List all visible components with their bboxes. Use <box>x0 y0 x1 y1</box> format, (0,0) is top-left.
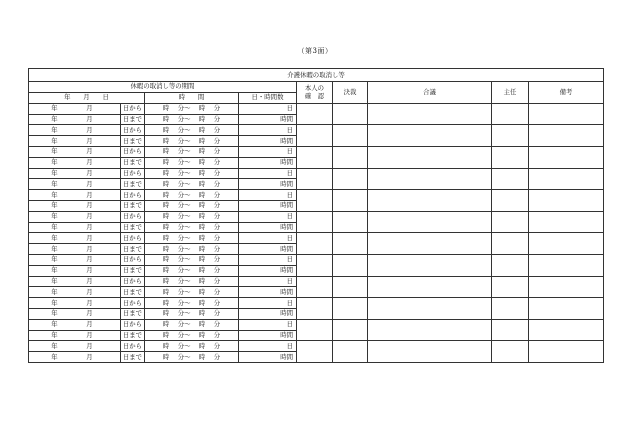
entry-row-from <box>29 211 604 222</box>
entry-row-from <box>29 341 604 352</box>
chief-cell[interactable] <box>492 276 529 298</box>
time-range-cell[interactable]: 時 分～ 時 分 <box>145 319 239 330</box>
time-range-cell[interactable]: 時 分～ 時 分 <box>145 200 239 211</box>
month-label: 月 <box>86 136 93 145</box>
year-label: 年 <box>51 190 58 199</box>
day-from-label: 日から <box>121 341 145 352</box>
year-label: 年 <box>51 330 58 339</box>
year-label: 年 <box>51 298 58 307</box>
days-count-cell[interactable]: 日 <box>239 103 297 114</box>
year-label: 年 <box>51 104 58 113</box>
remarks-cell[interactable] <box>529 233 604 255</box>
self-confirmation-cell[interactable] <box>297 319 333 341</box>
approval-cell[interactable] <box>333 319 368 341</box>
hours-count-cell[interactable]: 時間 <box>239 287 297 298</box>
self-confirmation-header <box>297 82 333 104</box>
day-to-label: 日まで <box>121 179 145 190</box>
days-count-cell[interactable]: 日 <box>239 276 297 287</box>
approval-cell[interactable] <box>333 125 368 147</box>
month-label: 月 <box>86 341 93 350</box>
days-hours-column-header: 日・時間数 <box>239 92 297 103</box>
time-range-cell[interactable]: 時 分～ 時 分 <box>145 222 239 233</box>
entry-row-from <box>29 254 604 265</box>
time-range-cell[interactable]: 時 分～ 時 分 <box>145 146 239 157</box>
date-from-cell[interactable] <box>29 233 121 244</box>
time-range-cell[interactable]: 時 分～ 時 分 <box>145 341 239 352</box>
year-label: 年 <box>51 320 58 329</box>
month-label: 月 <box>86 352 93 361</box>
month-label: 月 <box>86 114 93 123</box>
days-count-cell[interactable]: 日 <box>239 233 297 244</box>
year-label: 年 <box>51 309 58 318</box>
month-label: 月 <box>86 147 93 156</box>
day-from-label: 日から <box>121 233 145 244</box>
remarks-cell[interactable] <box>529 211 604 233</box>
month-label: 月 <box>86 179 93 188</box>
year-label: 年 <box>51 125 58 134</box>
chief-cell[interactable] <box>492 319 529 341</box>
entry-row-from <box>29 319 604 330</box>
consultation-cell[interactable] <box>368 276 492 298</box>
year-label: 年 <box>51 136 58 145</box>
days-count-cell[interactable]: 日 <box>239 211 297 222</box>
date-from-cell[interactable] <box>29 254 121 265</box>
consultation-cell[interactable] <box>368 319 492 341</box>
self-confirmation-cell[interactable] <box>297 254 333 276</box>
time-range-cell[interactable]: 時 分～ 時 分 <box>145 114 239 125</box>
chief-cell[interactable] <box>492 190 529 212</box>
remarks-cell[interactable] <box>529 103 604 125</box>
chief-cell[interactable] <box>492 298 529 320</box>
page-label: （第3面） <box>297 47 333 55</box>
hours-count-cell[interactable]: 時間 <box>239 222 297 233</box>
approval-cell[interactable] <box>333 298 368 320</box>
date-from-cell[interactable] <box>29 168 121 179</box>
year-label: 年 <box>51 341 58 350</box>
day-to-label: 日まで <box>121 308 145 319</box>
date-to-cell[interactable] <box>29 179 121 190</box>
consultation-cell[interactable] <box>368 125 492 147</box>
time-range-cell[interactable]: 時 分～ 時 分 <box>145 265 239 276</box>
year-label: 年 <box>51 233 58 242</box>
date-to-cell[interactable] <box>29 244 121 255</box>
year-label: 年 <box>51 222 58 231</box>
date-from-cell[interactable] <box>29 319 121 330</box>
consultation-cell[interactable] <box>368 211 492 233</box>
time-range-cell[interactable]: 時 分～ 時 分 <box>145 168 239 179</box>
remarks-cell[interactable] <box>529 254 604 276</box>
time-range-cell[interactable]: 時 分～ 時 分 <box>145 352 239 363</box>
day-to-label: 日まで <box>121 157 145 168</box>
month-label: 月 <box>86 255 93 264</box>
month-label: 月 <box>86 320 93 329</box>
date-from-cell[interactable] <box>29 276 121 287</box>
month-label: 月 <box>86 190 93 199</box>
year-label: 年 <box>51 276 58 285</box>
date-to-cell[interactable] <box>29 200 121 211</box>
month-label: 月 <box>86 298 93 307</box>
year-label: 年 <box>51 201 58 210</box>
self-confirmation-cell[interactable] <box>297 168 333 190</box>
date-to-cell[interactable] <box>29 136 121 147</box>
consultation-cell[interactable] <box>368 233 492 255</box>
month-label: 月 <box>86 212 93 221</box>
time-range-cell[interactable]: 時 分～ 時 分 <box>145 244 239 255</box>
remarks-cell[interactable] <box>529 298 604 320</box>
hours-count-cell[interactable]: 時間 <box>239 136 297 147</box>
day-to-label: 日まで <box>121 330 145 341</box>
chief-cell[interactable] <box>492 103 529 125</box>
date-from-cell[interactable] <box>29 125 121 136</box>
self-confirmation-cell[interactable] <box>297 125 333 147</box>
month-label: 月 <box>86 222 93 231</box>
remarks-cell[interactable] <box>529 168 604 190</box>
chief-cell[interactable] <box>492 211 529 233</box>
date-to-cell[interactable] <box>29 352 121 363</box>
approval-cell[interactable] <box>333 276 368 298</box>
month-label: 月 <box>86 309 93 318</box>
chief-cell[interactable] <box>492 254 529 276</box>
date-to-cell[interactable] <box>29 114 121 125</box>
day-from-label: 日から <box>121 254 145 265</box>
self-confirmation-line1: 本人の <box>304 84 325 93</box>
hours-count-cell[interactable]: 時間 <box>239 330 297 341</box>
chief-cell[interactable] <box>492 146 529 168</box>
approval-cell[interactable] <box>333 190 368 212</box>
date-to-cell[interactable] <box>29 308 121 319</box>
hours-count-cell[interactable]: 時間 <box>239 157 297 168</box>
entry-row-from <box>29 233 604 244</box>
time-range-cell[interactable]: 時 分～ 時 分 <box>145 125 239 136</box>
date-from-cell[interactable] <box>29 341 121 352</box>
time-range-cell[interactable]: 時 分～ 時 分 <box>145 330 239 341</box>
hours-count-cell[interactable]: 時間 <box>239 352 297 363</box>
year-label: 年 <box>51 287 58 296</box>
date-from-cell[interactable] <box>29 211 121 222</box>
day-to-label: 日まで <box>121 222 145 233</box>
consultation-cell[interactable] <box>368 190 492 212</box>
day-from-label: 日から <box>121 125 145 136</box>
month-label: 月 <box>86 201 93 210</box>
entry-row-from <box>29 103 604 114</box>
approval-cell[interactable] <box>333 233 368 255</box>
remarks-cell[interactable] <box>529 341 604 363</box>
self-confirmation-cell[interactable] <box>297 103 333 125</box>
days-count-cell[interactable]: 日 <box>239 125 297 136</box>
day-to-label: 日まで <box>121 265 145 276</box>
consultation-header: 合議 <box>368 82 492 104</box>
self-confirmation-cell[interactable] <box>297 341 333 363</box>
date-to-cell[interactable] <box>29 330 121 341</box>
self-confirmation-cell[interactable] <box>297 211 333 233</box>
year-label: 年 <box>51 179 58 188</box>
approval-header: 決裁 <box>333 82 368 104</box>
entry-row-from <box>29 168 604 179</box>
hours-count-cell[interactable]: 時間 <box>239 265 297 276</box>
time-range-cell[interactable]: 時 分～ 時 分 <box>145 276 239 287</box>
self-confirmation-cell[interactable] <box>297 233 333 255</box>
entry-row-from <box>29 276 604 287</box>
self-confirmation-cell[interactable] <box>297 190 333 212</box>
hours-count-cell[interactable]: 時間 <box>239 179 297 190</box>
days-count-cell[interactable]: 日 <box>239 341 297 352</box>
days-count-cell[interactable]: 日 <box>239 168 297 179</box>
hours-count-cell[interactable]: 時間 <box>239 308 297 319</box>
day-from-label: 日から <box>121 319 145 330</box>
remarks-cell[interactable] <box>529 190 604 212</box>
consultation-cell[interactable] <box>368 341 492 363</box>
time-range-cell[interactable]: 時 分～ 時 分 <box>145 233 239 244</box>
chief-header: 主任 <box>492 82 529 104</box>
time-range-cell[interactable]: 時 分～ 時 分 <box>145 287 239 298</box>
time-range-cell[interactable]: 時 分～ 時 分 <box>145 211 239 222</box>
month-label: 月 <box>86 158 93 167</box>
form-title: 介護休暇の取消し等 <box>29 69 604 82</box>
hours-count-cell[interactable]: 時間 <box>239 200 297 211</box>
time-range-cell[interactable]: 時 分～ 時 分 <box>145 103 239 114</box>
date-to-cell[interactable] <box>29 222 121 233</box>
year-label: 年 <box>51 352 58 361</box>
days-count-cell[interactable]: 日 <box>239 146 297 157</box>
consultation-cell[interactable] <box>368 298 492 320</box>
date-from-cell[interactable] <box>29 103 121 114</box>
date-to-cell[interactable] <box>29 157 121 168</box>
approval-cell[interactable] <box>333 146 368 168</box>
year-label: 年 <box>51 244 58 253</box>
hours-count-cell[interactable]: 時間 <box>239 114 297 125</box>
approval-cell[interactable] <box>333 341 368 363</box>
approval-cell[interactable] <box>333 168 368 190</box>
chief-cell[interactable] <box>492 125 529 147</box>
date-from-cell[interactable] <box>29 298 121 309</box>
time-range-cell[interactable]: 時 分～ 時 分 <box>145 308 239 319</box>
month-label: 月 <box>86 287 93 296</box>
month-label: 月 <box>86 125 93 134</box>
days-count-cell[interactable]: 日 <box>239 190 297 201</box>
day-to-label: 日まで <box>121 287 145 298</box>
days-count-cell[interactable]: 日 <box>239 298 297 309</box>
month-label: 月 <box>86 104 93 113</box>
year-label: 年 <box>51 255 58 264</box>
date-column-header: 年 月 日 <box>29 92 145 103</box>
remarks-header: 備考 <box>529 82 604 104</box>
time-range-cell[interactable]: 時 分～ 時 分 <box>145 254 239 265</box>
day-from-label: 日から <box>121 190 145 201</box>
day-from-label: 日から <box>121 103 145 114</box>
chief-cell[interactable] <box>492 233 529 255</box>
day-from-label: 日から <box>121 146 145 157</box>
entry-row-from <box>29 190 604 201</box>
year-label: 年 <box>51 114 58 123</box>
year-label: 年 <box>51 158 58 167</box>
date-from-cell[interactable] <box>29 190 121 201</box>
leave-cancellation-form <box>28 68 604 363</box>
time-range-cell[interactable]: 時 分～ 時 分 <box>145 179 239 190</box>
remarks-cell[interactable] <box>529 319 604 341</box>
date-from-cell[interactable] <box>29 146 121 157</box>
month-label: 月 <box>86 266 93 275</box>
consultation-cell[interactable] <box>368 103 492 125</box>
day-from-label: 日から <box>121 211 145 222</box>
approval-cell[interactable] <box>333 103 368 125</box>
self-confirmation-cell[interactable] <box>297 276 333 298</box>
chief-cell[interactable] <box>492 341 529 363</box>
year-label: 年 <box>51 168 58 177</box>
day-to-label: 日まで <box>121 114 145 125</box>
day-to-label: 日まで <box>121 352 145 363</box>
remarks-cell[interactable] <box>529 146 604 168</box>
self-confirmation-cell[interactable] <box>297 146 333 168</box>
time-range-cell[interactable]: 時 分～ 時 分 <box>145 298 239 309</box>
entry-row-from <box>29 125 604 136</box>
approval-cell[interactable] <box>333 254 368 276</box>
hours-count-cell[interactable]: 時間 <box>239 244 297 255</box>
day-from-label: 日から <box>121 276 145 287</box>
year-label: 年 <box>51 147 58 156</box>
self-confirmation-cell[interactable] <box>297 298 333 320</box>
month-label: 月 <box>86 330 93 339</box>
time-range-cell[interactable]: 時 分～ 時 分 <box>145 157 239 168</box>
entry-row-from <box>29 298 604 309</box>
year-label: 年 <box>51 212 58 221</box>
remarks-cell[interactable] <box>529 276 604 298</box>
period-group-header: 休暇の取消し等の期間 <box>29 82 297 93</box>
time-range-cell[interactable]: 時 分～ 時 分 <box>145 136 239 147</box>
time-column-header: 時 間 <box>145 92 239 103</box>
consultation-cell[interactable] <box>368 168 492 190</box>
day-to-label: 日まで <box>121 200 145 211</box>
chief-cell[interactable] <box>492 168 529 190</box>
approval-cell[interactable] <box>333 211 368 233</box>
day-from-label: 日から <box>121 168 145 179</box>
remarks-cell[interactable] <box>529 125 604 147</box>
time-range-cell[interactable]: 時 分～ 時 分 <box>145 190 239 201</box>
date-to-cell[interactable] <box>29 265 121 276</box>
date-to-cell[interactable] <box>29 287 121 298</box>
self-confirmation-line2: 確 認 <box>304 92 325 101</box>
day-from-label: 日から <box>121 298 145 309</box>
year-label: 年 <box>51 266 58 275</box>
days-count-cell[interactable]: 日 <box>239 254 297 265</box>
days-count-cell[interactable]: 日 <box>239 319 297 330</box>
month-label: 月 <box>86 168 93 177</box>
month-label: 月 <box>86 276 93 285</box>
month-label: 月 <box>86 244 93 253</box>
consultation-cell[interactable] <box>368 146 492 168</box>
month-label: 月 <box>86 233 93 242</box>
consultation-cell[interactable] <box>368 254 492 276</box>
day-to-label: 日まで <box>121 136 145 147</box>
entry-row-from <box>29 146 604 157</box>
day-to-label: 日まで <box>121 244 145 255</box>
